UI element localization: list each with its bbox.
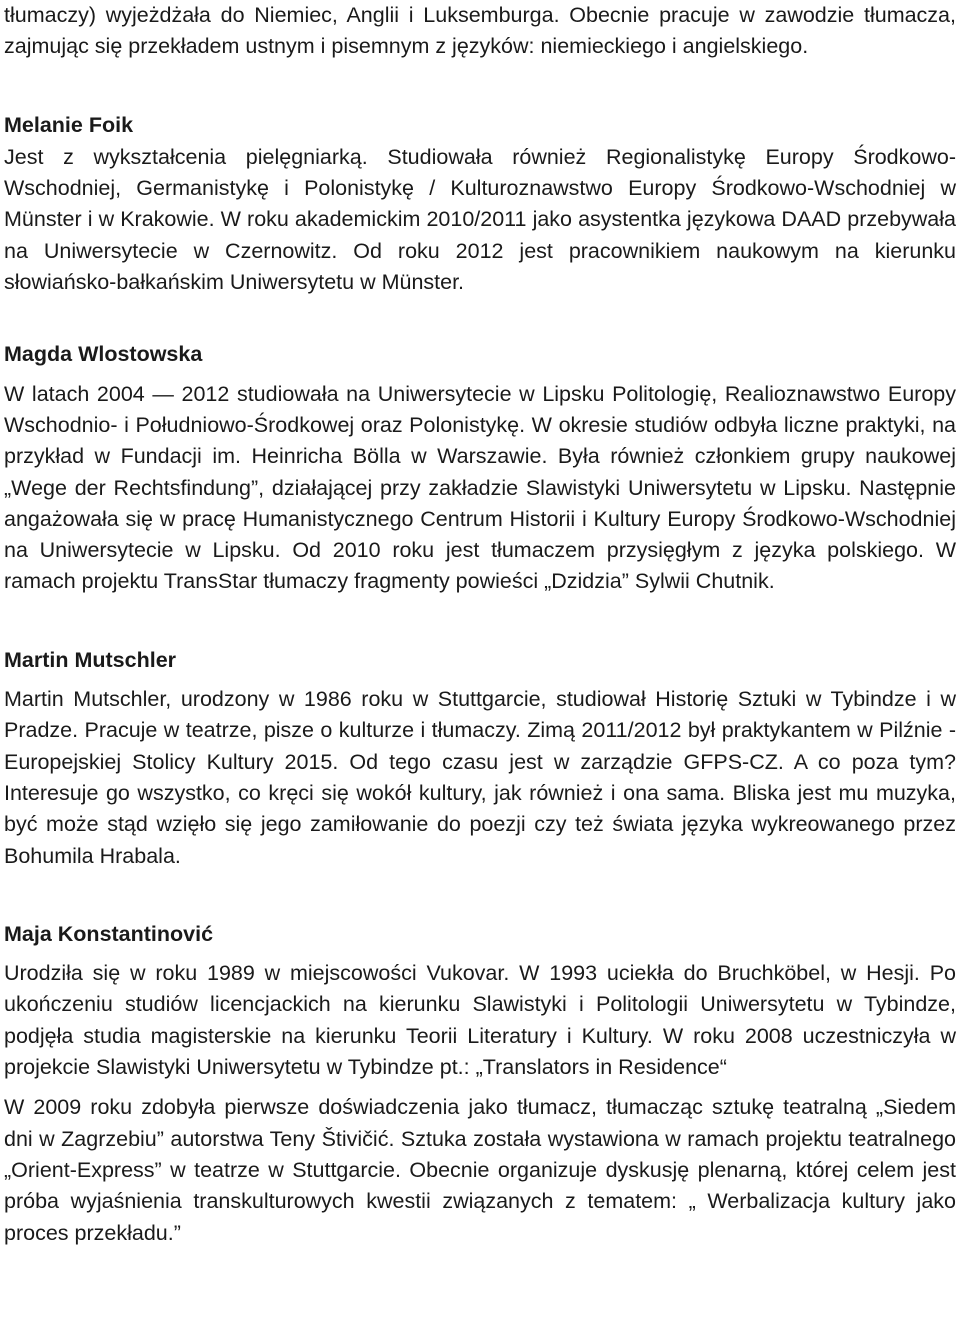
bio-paragraph: Urodziła się w roku 1989 w miejscowości Vukovar. W 1993 uciekła do Bruchköbel, w Hesji. Po ukończeniu studiów licencjackich na kierunku Slawistyki i Politologii Uniwersytetu w Tybindze, podjęła studia magisterskie na kierunku Teorii Literatury i Kultury. W roku 2008 uczestniczyła w projekcie Slawistyki Uniwersytetu w Tybindze pt.: „Translators in Residence“	[4, 961, 956, 1080]
bio-magda-wlostowska	[4, 339, 956, 597]
bio-melanie-foik	[4, 110, 956, 299]
bio-name: Maja Konstantinović	[4, 921, 214, 946]
bio-martin-mutschler	[4, 645, 956, 872]
bio-name: Martin Mutschler	[4, 647, 177, 672]
bio-paragraph: Martin Mutschler, urodzony w 1986 roku w Stuttgarcie, studiował Historię Sztuki w Tybindze i w Pradze. Pracuje w teatrze, pisze o kulturze i tłumaczy. Zimą 2011/2012 był praktykantem w Pilźnie - Europejskiej Stolicy Kultury 2015. Od tego czasu jest w zarządzie GFPS-CZ. A co poza tym? Interesuje go wszystko, co kręci się wokół kultury, jak również i ona sama. Bliska jest mu muzyka, być może stąd wzięło się jego zamiłowanie do poezji czy też świata języka wykreowanego przez Bohumila Hrabala.	[4, 687, 956, 868]
bio-name: Melanie Foik	[4, 112, 134, 137]
bio-name: Magda Wlostowska	[4, 342, 203, 367]
bio-paragraph: W latach 2004 — 2012 studiowała na Uniwersytecie w Lipsku Politologię, Realioznawstwo Europy Wschodnio- i Południowo-Środkowej oraz Polonistykę. W okresie studiów odbyła liczne praktyki, na przykład w Fundacji im. Heinricha Bölla w Warszawie. Była również członkiem grupy naukowej „Wege der Rechtsfindung”, działającej przy zakładzie Slawistyki Uniwersytetu w Lipsku. Następnie angażowała się w pracę Humanistycznego Centrum Historii i Kultury Europy Środkowo-Wschodniej na Uniwersytecie w Lipsku. Od 2010 roku jest tłumaczem przysięgłym z języka polskiego. W ramach projektu TransStar tłumaczy fragmenty powieści „Dzidzia” Sylwii Chutnik.	[4, 381, 956, 594]
bio-paragraph: Jest z wykształcenia pielęgniarką. Studiowała również Regionalistykę Europy Środkowo-Wschodniej, Germanistykę i Polonistykę / Kulturoznawstwo Europy Środkowo-Wschodniej w Münster i w Krakowie. W roku akademickim 2010/2011 jako asystentka językowa DAAD przebywała na Uniwersytecie w Czernowitz. Od roku 2012 jest pracownikiem naukowym na kierunku słowiańsko-bałkańskim Uniwersytetu w Münster.	[4, 144, 956, 295]
bio-paragraph: W 2009 roku zdobyła pierwsze doświadczenia jako tłumacz, tłumacząc sztukę teatralną „Siedem dni w Zagrzebiu” autorstwa Teny Štivičić. Sztuka została wystawiona w ramach projektu teatralnego „Orient-Express” w teatrze w Stuttgarcie. Obecnie organizuje dyskusję plenarną, której celem jest próba wyjaśnienia transkulturowych kwestii związanych z tematem: „ Werbalizacja kultury jako proces przekładu.”	[4, 1095, 956, 1245]
document-page	[4, 0, 956, 1249]
bio-maja-konstantinovic	[4, 919, 956, 1249]
intro-fragment: tłumaczy) wyjeżdżała do Niemiec, Anglii i Luksemburga. Obecnie pracuje w zawodzie tłumacza, zajmując się przekładem ustnym i pisemnym z języków: niemieckiego i angielskiego.	[4, 3, 956, 59]
